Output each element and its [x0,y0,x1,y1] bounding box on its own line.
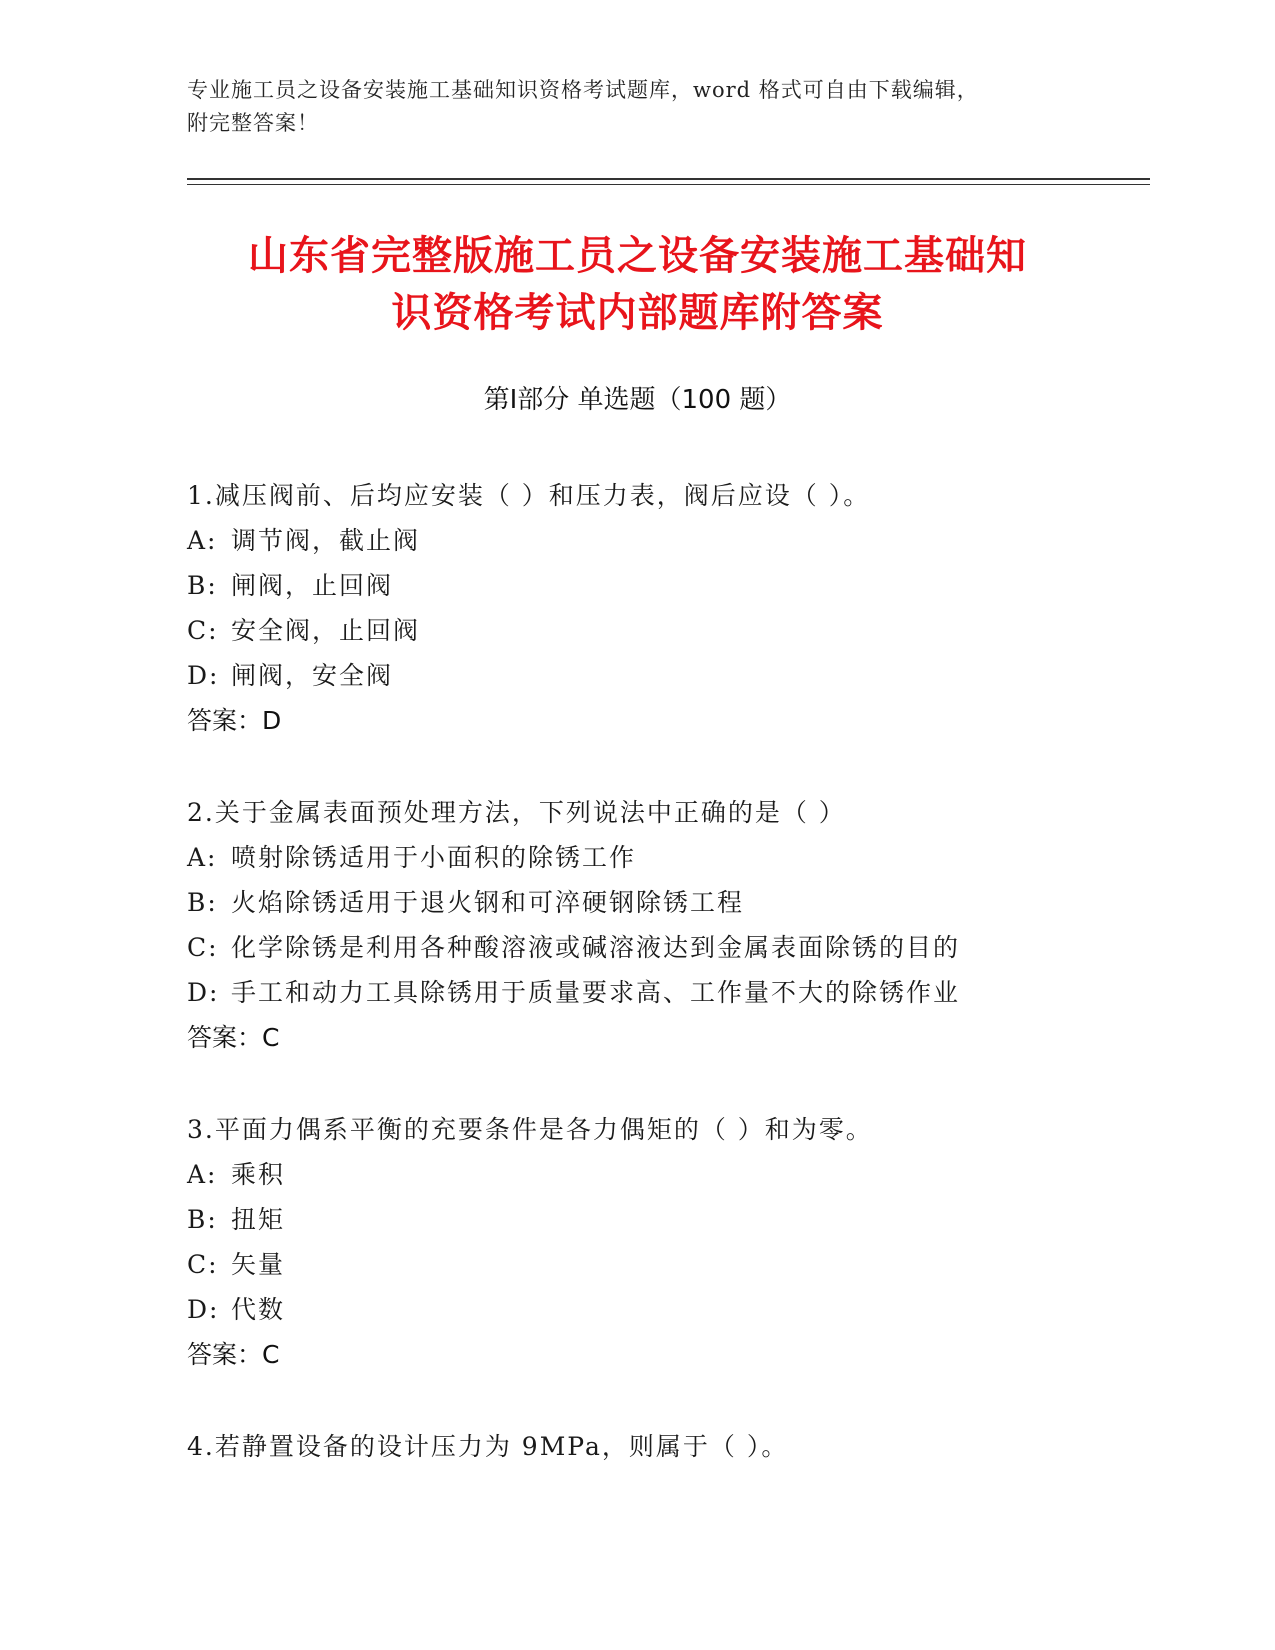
answer-line: 答案：C [187,1023,280,1052]
option-letter: D: [187,661,220,690]
option-d [187,970,1147,1015]
header-divider-thick [187,178,1150,180]
option-letter: A: [187,526,218,555]
option-text: 化学除锈是利用各种酸溶液或碱溶液达到金属表面除锈的目的 [231,933,961,962]
answer-line: 答案：D [187,706,282,735]
option-text: 扭矩 [231,1205,286,1234]
option-letter: C: [187,1250,219,1279]
option-letter: A: [187,843,218,872]
question-stem: 1.减压阀前、后均应安装（ ）和压力表，阀后应设（ ）。 [187,481,871,510]
option-a [187,1152,1147,1197]
document-title-line-1: 山东省完整版施工员之设备安装施工基础知 [248,233,1027,279]
section-heading: 第Ⅰ部分 单选题（100 题） [483,385,792,415]
option-c [187,1242,1147,1287]
option-b [187,1197,1147,1242]
option-text: 代数 [231,1295,286,1324]
option-letter: B: [187,1205,218,1234]
option-letter: D: [187,978,220,1007]
question-stem: 4.若静置设备的设计压力为 9MPa，则属于（ ）。 [187,1432,789,1461]
header-note-line-2: 附完整答案！ [187,111,319,135]
option-c [187,925,1147,970]
option-letter: B: [187,888,218,917]
option-b [187,563,1147,608]
document-title-line-2: 识资格考试内部题库附答案 [391,290,884,336]
option-text: 手工和动力工具除锈用于质量要求高、工作量不大的除锈作业 [231,978,961,1007]
option-text: 闸阀，止回阀 [231,571,394,600]
option-letter: B: [187,571,218,600]
question-stem: 3.平面力偶系平衡的充要条件是各力偶矩的（ ）和为零。 [187,1115,873,1144]
option-letter: D: [187,1295,220,1324]
option-text: 安全阀，止回阀 [231,616,421,645]
option-text: 矢量 [231,1250,286,1279]
option-letter: C: [187,616,219,645]
header-note [187,74,1067,140]
option-letter: A: [187,1160,218,1189]
option-d [187,653,1147,698]
document-title [160,228,1115,342]
option-text: 闸阀，安全阀 [231,661,394,690]
question-1 [187,473,1147,743]
question-list [187,473,1147,1516]
header-divider-thin [187,184,1150,185]
answer-line: 答案：C [187,1340,280,1369]
option-a [187,835,1147,880]
option-a [187,518,1147,563]
question-4 [187,1424,1147,1469]
option-letter: C: [187,933,219,962]
option-text: 调节阀，截止阀 [231,526,421,555]
option-text: 乘积 [231,1160,286,1189]
option-text: 喷射除锈适用于小面积的除锈工作 [231,843,637,872]
question-3 [187,1107,1147,1377]
option-b [187,880,1147,925]
option-c [187,608,1147,653]
option-text: 火焰除锈适用于退火钢和可淬硬钢除锈工程 [231,888,745,917]
header-note-line-1: 专业施工员之设备安装施工基础知识资格考试题库，word 格式可自由下载编辑， [187,78,979,102]
question-stem: 2.关于金属表面预处理方法，下列说法中正确的是（ ） [187,798,846,827]
question-2 [187,790,1147,1060]
option-d [187,1287,1147,1332]
